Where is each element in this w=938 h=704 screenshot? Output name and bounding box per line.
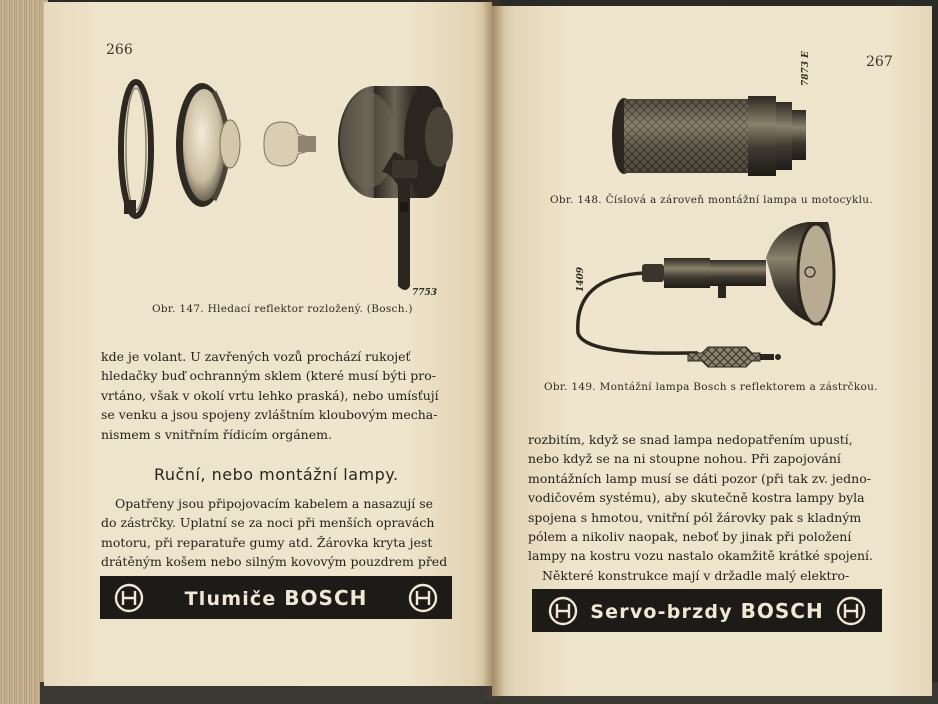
- left-section-paragraph: [101, 494, 459, 572]
- ad-banner-tlumice: [100, 576, 452, 619]
- page-number-left: 266: [106, 42, 133, 58]
- text-line: drátěným košem nebo silným kovovým pouzdrem před: [101, 554, 448, 570]
- text-line: nebo když se na ni stoupne nohou. Při zapojování: [528, 451, 841, 467]
- ad-banner-servo-brzdy: [532, 589, 882, 632]
- left-paragraph: [101, 347, 459, 444]
- text-line: motoru, při reparatuře gumy atd. Žárovka kryta jest: [101, 534, 433, 550]
- text-line: vrtáno, však v okolí vrtu lehko praská), nebo umísťují: [101, 387, 439, 403]
- text-line: vodičovém systému), aby skutečně kostra lampy byla: [528, 490, 865, 506]
- text-line: se venku a jsou spojeny zvláštním kloubovým mecha-: [101, 407, 438, 423]
- figure-149-caption: Obr. 149. Montážní lampa Bosch s reflektorem a zástrčkou.: [544, 381, 878, 393]
- figure-149-inspection-lamp-illustration: [492, 6, 932, 406]
- left-page: [44, 2, 492, 686]
- text-line: lampy na kostru vozu nastalo okamžitě krátké spojení.: [528, 548, 874, 564]
- right-paragraph: [528, 430, 886, 585]
- book-page-edges: [0, 0, 48, 704]
- text-line: hledačky buď ochranným sklem (které musí býti pro-: [101, 368, 437, 384]
- text-line: pólem a nikoliv naopak, neboť by jinak při položení: [528, 529, 852, 545]
- bosch-logo-icon: [408, 583, 438, 613]
- text-line: do zástrčky. Uplatní se za noci při menších opravách: [101, 515, 435, 531]
- bosch-logo-icon: [114, 583, 144, 613]
- bosch-logo-icon: [836, 596, 866, 626]
- bosch-logo-icon: [548, 596, 578, 626]
- figure-147-searchlight-illustration: [44, 2, 492, 322]
- ad-text: Servo-brzdy BOSCH: [590, 598, 824, 623]
- figure-148-caption: Obr. 148. Číslová a zároveň montážní lampa u motocyklu.: [550, 194, 874, 206]
- book-gutter-shadow: [482, 0, 504, 700]
- text-line: rozbitím, když se snad lampa nedopatřením upustí,: [528, 432, 853, 447]
- right-page: [492, 6, 932, 696]
- figure-147-code: 7753: [412, 288, 438, 298]
- section-heading: Ruční, nebo montážní lampy.: [154, 465, 399, 484]
- text-line: spojena s hmotou, vnitřní pól žárovky pak s kladným: [528, 509, 862, 525]
- text-line: Některé konstrukce mají v držadle malý elektro-: [542, 567, 850, 583]
- figure-147-caption: Obr. 147. Hledací reflektor rozložený. (Bosch.): [152, 303, 413, 315]
- text-line: Opatřeny jsou připojovacím kabelem a nasazují se: [115, 496, 434, 511]
- figure-148-code: 7873 E: [801, 50, 811, 86]
- ad-text: Tlumiče BOSCH: [184, 585, 368, 610]
- text-line: nismem s vnitřním řídicím orgánem.: [101, 426, 332, 442]
- figure-149-code: 1409: [576, 266, 586, 292]
- page-number-right: 267: [866, 54, 893, 70]
- text-line: kde je volant. U zavřených vozů prochází rukojeť: [101, 349, 411, 364]
- text-line: montážních lamp musí se dáti pozor (při tak zv. jedno-: [528, 470, 871, 486]
